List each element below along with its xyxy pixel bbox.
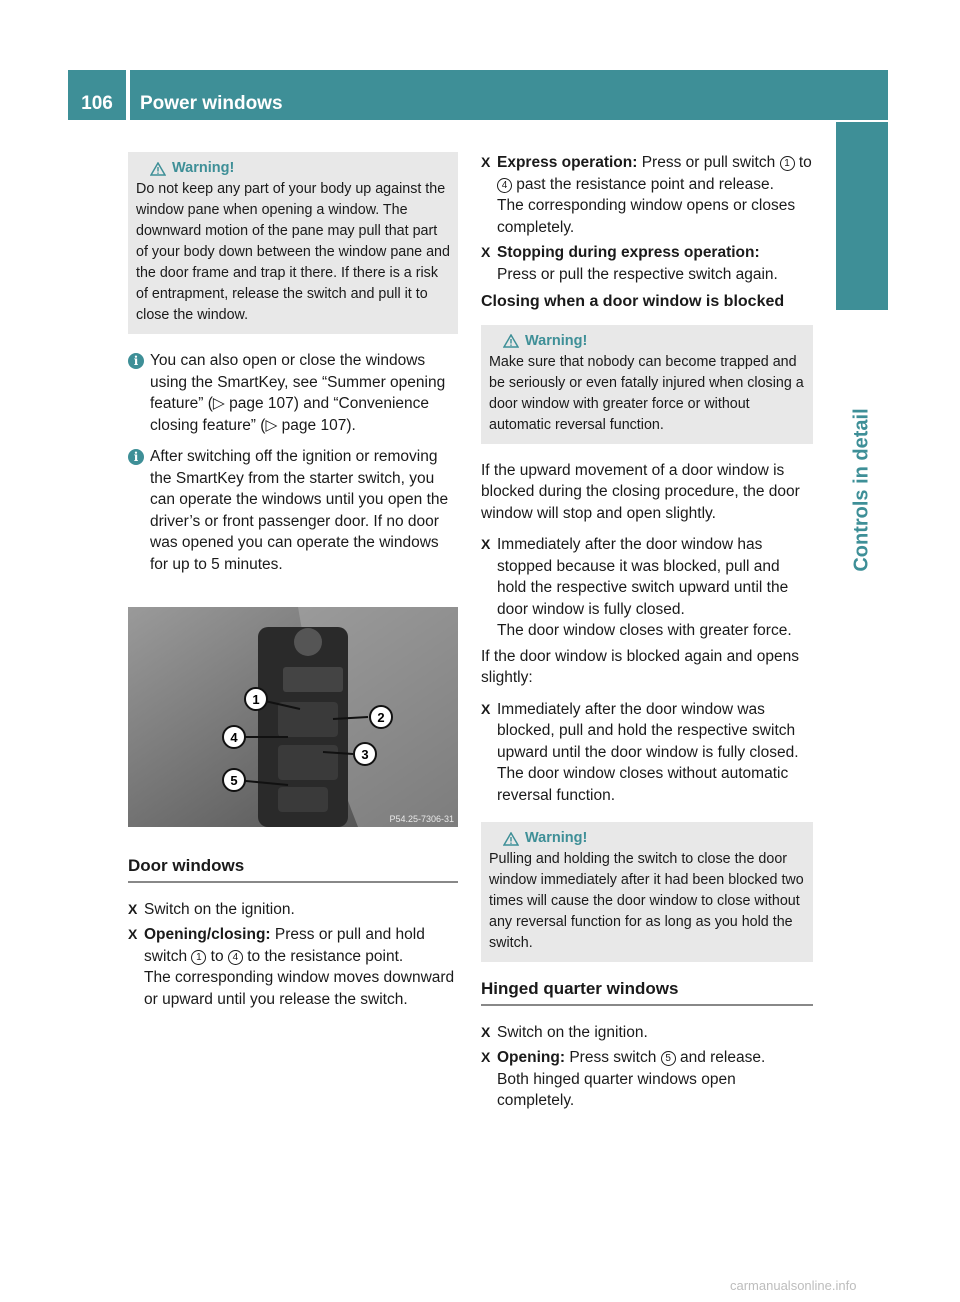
warning-title: Warning! [525, 830, 588, 846]
page-header [68, 70, 888, 120]
callout-1 [245, 688, 267, 710]
info-text: You can also open or close the windows using the SmartKey, see “Summer opening feature” (▷ page 107) and “Convenience closing feature” (▷ page 107). [150, 352, 446, 434]
page-number: 106 [68, 70, 126, 120]
step-marker-icon: X [481, 154, 491, 170]
warning-text: Do not keep any part of your body up against the window pane when opening a window. The downward motion of the pane may pull that part of your body down between the window pane and the door frame and trap it there. If there is a risk of entrapment, release the switch and pull it to close the window. [136, 181, 450, 323]
svg-text:4: 4 [230, 730, 238, 745]
left-column-lower [128, 855, 458, 1014]
photo-caption: P54.25-7306-31 [389, 814, 454, 824]
warning-title: Warning! [172, 160, 235, 176]
svg-text:1: 1 [252, 692, 260, 707]
section-title: Door windows [128, 855, 458, 883]
step-marker-icon: X [481, 1049, 491, 1065]
right-column [481, 152, 813, 1116]
side-tab [836, 122, 888, 310]
warning-text: Pulling and holding the switch to close the door window immediately after it had been blocked two times will cause the door window to close without any reversal function for as long as you hold the switch. [489, 851, 804, 951]
warning-triangle-icon [503, 334, 519, 348]
info-icon: i [128, 353, 144, 369]
callout-4 [223, 726, 245, 748]
callout-3 [354, 743, 376, 765]
info-text: After switching off the ignition or removing the SmartKey from the starter switch, you can operate the windows until you open the driver’s or front passenger door. If no door was opened you can operate the windows for up to 5 minutes. [150, 448, 449, 573]
step-marker-icon: X [128, 926, 138, 942]
step: X Stopping during express operation: Press or pull the respective switch again. [481, 242, 813, 285]
svg-text:3: 3 [361, 747, 369, 762]
info-note [128, 446, 458, 575]
step-marker-icon: X [481, 700, 491, 717]
side-label-vertical: Controls in detail [850, 408, 873, 572]
step: X Opening: Press switch 5 and release. Both hinged quarter windows open completely. [481, 1047, 813, 1112]
subheading: Closing when a door window is blocked [481, 293, 785, 310]
step: X Switch on the ignition. [128, 899, 458, 921]
callout-2 [370, 706, 392, 728]
warning-triangle-icon [150, 162, 166, 176]
warning-text: Make sure that nobody can become trapped and be seriously or even fatally injured when closing a door window with greater force or without automatic reversal function. [489, 353, 804, 433]
page-title: Power windows [130, 70, 888, 120]
paragraph: If the door window is blocked again and opens slightly: [481, 647, 799, 686]
svg-text:5: 5 [230, 773, 238, 788]
info-icon: i [128, 449, 144, 465]
step: X Immediately after the door window has stopped because it was blocked, pull and hold the respective switch upward until the door window is fully closed. The door window closes with greater force. [481, 534, 813, 642]
warning-box [481, 822, 813, 962]
warning-box [128, 152, 458, 334]
step: X Opening/closing: Press or pull and hold switch 1 to 4 to the resistance point. The corresponding window moves downward or upward until you release the switch. [128, 924, 458, 1010]
door-switch-photo [128, 607, 458, 827]
step: X Switch on the ignition. [481, 1022, 813, 1044]
footer-watermark: carmanualsonline.info [730, 1278, 857, 1293]
side-label [76, 320, 116, 620]
paragraph: If the upward movement of a door window is blocked during the closing procedure, the door window will stop and open slightly. [481, 461, 800, 522]
step-marker-icon: X [128, 900, 138, 917]
step: X Express operation: Press or pull switch 1 to 4 past the resistance point and release. The corresponding window opens or closes completely. [481, 152, 813, 238]
door-panel-illustration [128, 607, 458, 827]
callout-5 [223, 769, 245, 791]
warning-box [481, 325, 813, 444]
warning-title: Warning! [525, 332, 588, 349]
step-marker-icon: X [481, 536, 491, 552]
info-note [128, 350, 458, 436]
step: X Immediately after the door window was blocked, pull and hold the respective switch upward until the door window is fully closed. The door window closes without automatic reversal function. [481, 699, 813, 807]
section-title: Hinged quarter windows [481, 978, 813, 1006]
step-marker-icon: X [481, 244, 491, 260]
step-marker-icon: X [481, 1023, 491, 1040]
svg-text:2: 2 [377, 710, 385, 725]
left-column [128, 152, 458, 585]
warning-triangle-icon [503, 832, 519, 846]
